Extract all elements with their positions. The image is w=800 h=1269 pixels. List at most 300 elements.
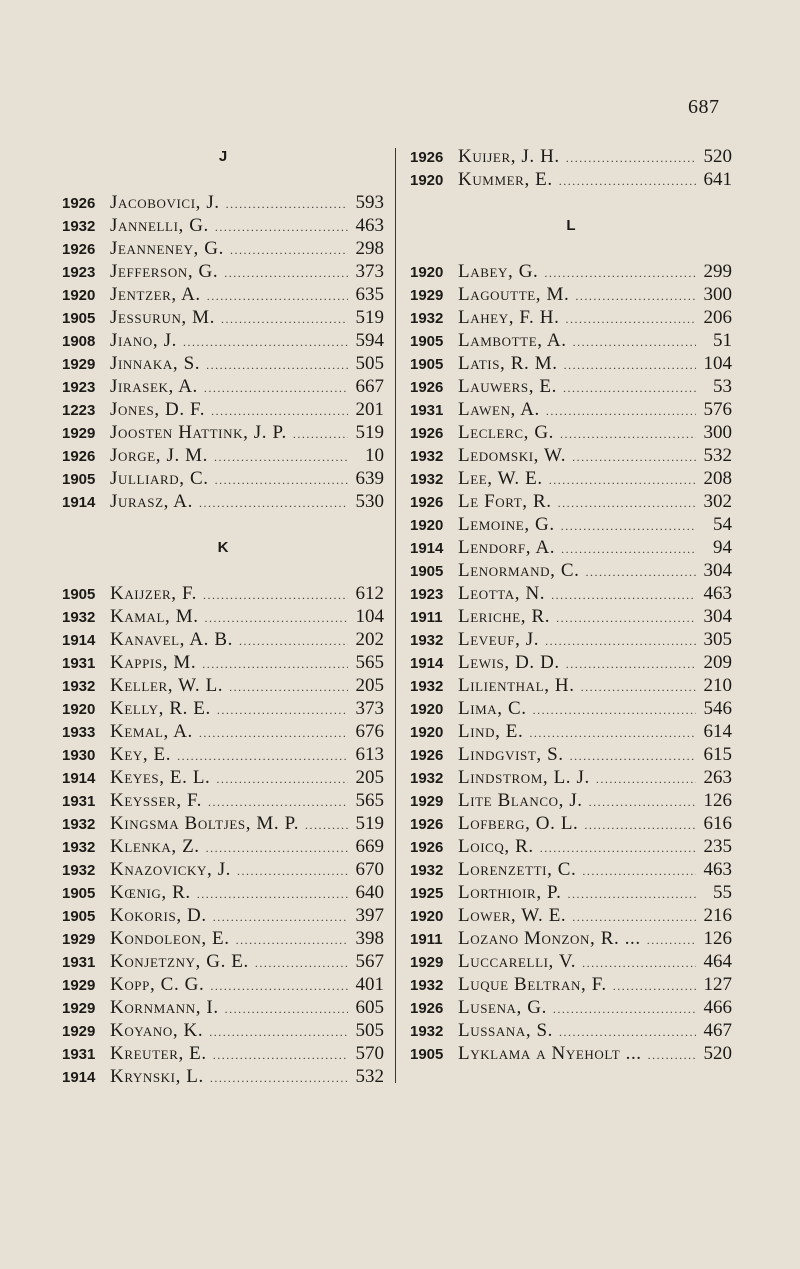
- entry-name: Leotta, N.: [458, 583, 546, 604]
- entry-page-number: 302: [703, 491, 732, 512]
- dot-leader: [213, 906, 348, 929]
- entry-page-number: 505: [355, 353, 384, 374]
- entry-year: 1926: [410, 839, 444, 856]
- index-entry: [62, 490, 384, 513]
- entry-name: Jentzer, A.: [110, 284, 201, 305]
- entry-page-number: 669: [355, 836, 384, 857]
- index-entry: [62, 582, 384, 605]
- index-entry: [62, 306, 384, 329]
- entry-page-number: 640: [355, 882, 384, 903]
- index-entry: [62, 352, 384, 375]
- dot-leader: [204, 377, 348, 400]
- entry-page-number: 520: [703, 146, 732, 167]
- index-entry: [62, 421, 384, 444]
- entry-name: Leriche, R.: [458, 606, 551, 627]
- entry-name: Kingsma Boltjes, M. P.: [110, 813, 300, 834]
- dot-leader: [236, 929, 348, 952]
- index-entry: [62, 950, 384, 973]
- entry-name: Lenormand, C.: [458, 560, 580, 581]
- entry-page-number: 202: [355, 629, 384, 650]
- entry-year: 1926: [410, 816, 444, 833]
- entry-name: Lendorf, A.: [458, 537, 556, 558]
- index-entry: [410, 352, 732, 375]
- entry-name: Kornmann, I.: [110, 997, 219, 1018]
- dot-leader: [210, 1067, 348, 1090]
- entry-name: Lozano Monzon, R. ...: [458, 928, 641, 949]
- entry-page-number: 300: [703, 422, 732, 443]
- dot-leader: [584, 814, 696, 837]
- entry-year: 1905: [62, 310, 96, 327]
- dot-leader: [581, 676, 696, 699]
- dot-leader: [215, 216, 348, 239]
- entry-year: 1931: [62, 954, 96, 971]
- entry-year: 1929: [62, 1000, 96, 1017]
- entry-year: 1929: [62, 356, 96, 373]
- index-entry: [410, 329, 732, 352]
- dot-leader: [564, 354, 696, 377]
- entry-page-number: 570: [355, 1043, 384, 1064]
- dot-leader: [566, 653, 696, 676]
- entry-page-number: 615: [703, 744, 732, 765]
- entry-page-number: 639: [355, 468, 384, 489]
- entry-name: Joosten Hattink, J. P.: [110, 422, 287, 443]
- entry-name: Lorthioir, P.: [458, 882, 562, 903]
- index-entry: [410, 421, 732, 444]
- entry-page-number: 520: [703, 1043, 732, 1064]
- entry-name: Jefferson, G.: [110, 261, 219, 282]
- entry-name: Lower, W. E.: [458, 905, 567, 926]
- index-entry: [410, 927, 732, 950]
- entry-name: Kappis, M.: [110, 652, 197, 673]
- entry-page-number: 576: [703, 399, 732, 420]
- entry-page-number: 373: [355, 698, 384, 719]
- index-entry: [410, 996, 732, 1019]
- entry-page-number: 616: [703, 813, 732, 834]
- blank-line: [410, 191, 732, 214]
- entry-year: 1930: [62, 747, 96, 764]
- entry-name: Lofberg, O. L.: [458, 813, 579, 834]
- index-entry: [410, 168, 732, 191]
- entry-page-number: 565: [355, 652, 384, 673]
- dot-leader: [216, 768, 348, 791]
- dot-leader: [556, 607, 696, 630]
- index-entry: [410, 674, 732, 697]
- index-entry: [62, 996, 384, 1019]
- index-column-right: [410, 145, 732, 1065]
- entry-name: Kelly, R. E.: [110, 698, 211, 719]
- entry-year: 1905: [62, 586, 96, 603]
- dot-leader: [540, 837, 696, 860]
- index-entry: [62, 375, 384, 398]
- entry-name: Luque Beltran, F.: [458, 974, 607, 995]
- entry-name: Key, E.: [110, 744, 172, 765]
- entry-page-number: 373: [355, 261, 384, 282]
- entry-page-number: 51: [713, 330, 732, 351]
- index-entry: [62, 904, 384, 927]
- entry-year: 1926: [410, 494, 444, 511]
- dot-leader: [545, 630, 696, 653]
- dot-leader: [229, 676, 348, 699]
- entry-year: 1932: [410, 448, 444, 465]
- index-entry: [62, 1019, 384, 1042]
- entry-page-number: 463: [703, 859, 732, 880]
- entry-name: Lemoine, G.: [458, 514, 555, 535]
- entry-year: 1932: [62, 839, 96, 856]
- entry-name: Latis, R. M.: [458, 353, 558, 374]
- entry-name: Jessurun, M.: [110, 307, 215, 328]
- blank-line: [62, 559, 384, 582]
- entry-page-number: 397: [355, 905, 384, 926]
- entry-page-number: 463: [703, 583, 732, 604]
- entry-year: 1914: [62, 1069, 96, 1086]
- index-entry: [410, 743, 732, 766]
- entry-page-number: 546: [703, 698, 732, 719]
- dot-leader: [566, 147, 696, 170]
- index-entry: [62, 789, 384, 812]
- index-entry: [410, 582, 732, 605]
- entry-page-number: 53: [713, 376, 732, 397]
- dot-leader: [207, 285, 348, 308]
- entry-year: 1920: [62, 701, 96, 718]
- dot-leader: [570, 745, 696, 768]
- entry-year: 1908: [62, 333, 96, 350]
- dot-leader: [559, 1021, 696, 1044]
- entry-name: Konjetzny, G. E.: [110, 951, 249, 972]
- entry-page-number: 463: [355, 215, 384, 236]
- entry-name: Jirasek, A.: [110, 376, 198, 397]
- entry-year: 1932: [410, 1023, 444, 1040]
- entry-year: 1923: [62, 264, 96, 281]
- entry-page-number: 304: [703, 606, 732, 627]
- entry-year: 1905: [62, 471, 96, 488]
- entry-name: Le Fort, R.: [458, 491, 552, 512]
- entry-name: Lewis, D. D.: [458, 652, 560, 673]
- dot-leader: [230, 239, 348, 262]
- entry-name: Lahey, F. H.: [458, 307, 560, 328]
- dot-leader: [214, 446, 348, 469]
- dot-leader: [648, 1044, 696, 1067]
- index-entry: [62, 398, 384, 421]
- entry-name: Jiano, J.: [110, 330, 177, 351]
- entry-page-number: 304: [703, 560, 732, 581]
- entry-page-number: 126: [703, 790, 732, 811]
- entry-year: 1932: [62, 609, 96, 626]
- entry-name: Loicq, R.: [458, 836, 534, 857]
- entry-year: 1932: [410, 632, 444, 649]
- entry-year: 1905: [62, 885, 96, 902]
- index-entry: [62, 214, 384, 237]
- entry-page-number: 614: [703, 721, 732, 742]
- entry-page-number: 205: [355, 767, 384, 788]
- entry-page-number: 209: [703, 652, 732, 673]
- entry-page-number: 305: [703, 629, 732, 650]
- entry-year: 1914: [62, 494, 96, 511]
- entry-year: 1905: [410, 563, 444, 580]
- dot-leader: [558, 492, 696, 515]
- entry-name: Lindgvist, S.: [458, 744, 564, 765]
- entry-page-number: 398: [355, 928, 384, 949]
- entry-page-number: 605: [355, 997, 384, 1018]
- entry-page-number: 104: [703, 353, 732, 374]
- index-entry: [410, 789, 732, 812]
- entry-name: Lima, C.: [458, 698, 527, 719]
- dot-leader: [237, 860, 348, 883]
- dot-leader: [211, 400, 348, 423]
- entry-page-number: 205: [355, 675, 384, 696]
- entry-page-number: 206: [703, 307, 732, 328]
- entry-page-number: 519: [355, 307, 384, 328]
- entry-page-number: 676: [355, 721, 384, 742]
- entry-year: 1920: [410, 701, 444, 718]
- entry-year: 1926: [410, 149, 444, 166]
- index-entry: [410, 513, 732, 536]
- index-entry: [62, 812, 384, 835]
- index-entry: [410, 536, 732, 559]
- index-entry: [62, 329, 384, 352]
- dot-leader: [529, 722, 696, 745]
- entry-name: Lorenzetti, C.: [458, 859, 577, 880]
- entry-year: 1905: [410, 1046, 444, 1063]
- index-entry: [410, 720, 732, 743]
- dot-leader: [210, 975, 348, 998]
- dot-leader: [255, 952, 348, 975]
- entry-year: 1920: [410, 908, 444, 925]
- dot-leader: [559, 170, 696, 193]
- entry-name: Jorge, J. M.: [110, 445, 209, 466]
- entry-year: 1932: [62, 862, 96, 879]
- entry-page-number: 208: [703, 468, 732, 489]
- entry-year: 1932: [410, 977, 444, 994]
- index-entry: [62, 835, 384, 858]
- column-divider: [395, 148, 396, 1083]
- entry-page-number: 530: [355, 491, 384, 512]
- entry-page-number: 263: [703, 767, 732, 788]
- dot-leader: [239, 630, 348, 653]
- index-entry: [62, 444, 384, 467]
- dot-leader: [572, 906, 696, 929]
- index-entry: [62, 628, 384, 651]
- entry-name: Luccarelli, V.: [458, 951, 577, 972]
- entry-name: Jinnaka, S.: [110, 353, 201, 374]
- dot-leader: [582, 952, 696, 975]
- index-entry: [62, 697, 384, 720]
- entry-name: Leclerc, G.: [458, 422, 555, 443]
- index-entry: [410, 1019, 732, 1042]
- index-entry: [62, 191, 384, 214]
- entry-year: 1929: [410, 287, 444, 304]
- dot-leader: [199, 722, 348, 745]
- index-entry: [62, 973, 384, 996]
- entry-name: Krynski, L.: [110, 1066, 204, 1087]
- index-entry: [410, 306, 732, 329]
- entry-year: 1920: [62, 287, 96, 304]
- entry-name: Kokoris, D.: [110, 905, 207, 926]
- entry-name: Jones, D. F.: [110, 399, 206, 420]
- entry-year: 1926: [62, 195, 96, 212]
- entry-page-number: 466: [703, 997, 732, 1018]
- dot-leader: [533, 699, 696, 722]
- blank-line: [62, 168, 384, 191]
- index-entry: [62, 467, 384, 490]
- entry-name: Kaijzer, F.: [110, 583, 197, 604]
- entry-name: Lawen, A.: [458, 399, 540, 420]
- entry-page-number: 593: [355, 192, 384, 213]
- dot-leader: [208, 791, 348, 814]
- entry-page-number: 641: [703, 169, 732, 190]
- entry-name: Lilienthal, H.: [458, 675, 575, 696]
- dot-leader: [206, 837, 348, 860]
- entry-year: 1905: [62, 908, 96, 925]
- index-entry: [410, 881, 732, 904]
- dot-leader: [565, 308, 696, 331]
- dot-leader: [563, 377, 696, 400]
- section-letter-heading: J: [218, 148, 228, 165]
- entry-year: 1929: [410, 954, 444, 971]
- index-entry: [410, 628, 732, 651]
- index-entry: [410, 950, 732, 973]
- entry-name: Leveuf, J.: [458, 629, 540, 650]
- entry-page-number: 55: [713, 882, 732, 903]
- entry-name: Lagoutte, M.: [458, 284, 570, 305]
- entry-year: 1925: [410, 885, 444, 902]
- entry-year: 1926: [62, 448, 96, 465]
- index-entry: [410, 490, 732, 513]
- dot-leader: [205, 607, 348, 630]
- index-entry: [62, 260, 384, 283]
- entry-name: Lite Blanco, J.: [458, 790, 583, 811]
- dot-leader: [560, 423, 696, 446]
- index-entry: [410, 904, 732, 927]
- entry-page-number: 54: [713, 514, 732, 535]
- entry-page-number: 210: [703, 675, 732, 696]
- entry-page-number: 519: [355, 813, 384, 834]
- entry-page-number: 298: [355, 238, 384, 259]
- entry-year: 1923: [410, 586, 444, 603]
- entry-name: Jeanneney, G.: [110, 238, 224, 259]
- entry-page-number: 505: [355, 1020, 384, 1041]
- index-entry: [410, 283, 732, 306]
- index-entry: [62, 927, 384, 950]
- dot-leader: [589, 791, 696, 814]
- index-column-left: [62, 145, 384, 1088]
- entry-year: 1929: [62, 1023, 96, 1040]
- index-entry: [410, 444, 732, 467]
- entry-year: 1929: [410, 793, 444, 810]
- index-entry: [410, 766, 732, 789]
- entry-year: 1931: [62, 1046, 96, 1063]
- dot-leader: [551, 584, 696, 607]
- dot-leader: [209, 1021, 348, 1044]
- index-entry: [410, 697, 732, 720]
- entry-year: 1926: [410, 379, 444, 396]
- entry-page-number: 127: [703, 974, 732, 995]
- dot-leader: [177, 745, 348, 768]
- entry-year: 1933: [62, 724, 96, 741]
- dot-leader: [573, 331, 696, 354]
- index-entry: [62, 651, 384, 674]
- entry-name: Klenka, Z.: [110, 836, 200, 857]
- entry-name: Kuijer, J. H.: [458, 146, 560, 167]
- entry-year: 1920: [410, 264, 444, 281]
- index-entry: [62, 881, 384, 904]
- entry-year: 1932: [410, 678, 444, 695]
- dot-leader: [221, 308, 348, 331]
- dot-leader: [199, 492, 348, 515]
- index-entry: [62, 605, 384, 628]
- entry-page-number: 519: [355, 422, 384, 443]
- entry-name: Kreuter, E.: [110, 1043, 207, 1064]
- index-entry: [410, 973, 732, 996]
- index-entry: [62, 1042, 384, 1065]
- index-entry: [62, 237, 384, 260]
- dot-leader: [224, 262, 348, 285]
- entry-year: 1914: [410, 655, 444, 672]
- entry-page-number: 565: [355, 790, 384, 811]
- entry-year: 1926: [410, 747, 444, 764]
- entry-name: Koyano, K.: [110, 1020, 204, 1041]
- index-entry: [410, 559, 732, 582]
- entry-name: Lussana, S.: [458, 1020, 554, 1041]
- entry-name: Kœnig, R.: [110, 882, 191, 903]
- entry-year: 1932: [62, 218, 96, 235]
- entry-year: 1911: [410, 931, 443, 948]
- entry-year: 1926: [62, 241, 96, 258]
- dot-leader: [647, 929, 696, 952]
- index-entry: [410, 260, 732, 283]
- section-letter-heading: L: [566, 217, 576, 234]
- dot-leader: [203, 584, 348, 607]
- entry-year: 1920: [410, 172, 444, 189]
- entry-year: 1931: [410, 402, 444, 419]
- entry-year: 1932: [62, 678, 96, 695]
- entry-page-number: 613: [355, 744, 384, 765]
- entry-name: Keysser, F.: [110, 790, 203, 811]
- dot-leader: [206, 354, 348, 377]
- entry-year: 1914: [62, 770, 96, 787]
- index-entry: [410, 467, 732, 490]
- dot-leader: [582, 860, 696, 883]
- entry-name: Knazovicky, J.: [110, 859, 232, 880]
- dot-leader: [613, 975, 696, 998]
- entry-page-number: 635: [355, 284, 384, 305]
- entry-year: 1932: [62, 816, 96, 833]
- dot-leader: [572, 446, 696, 469]
- dot-leader: [225, 998, 348, 1021]
- entry-page-number: 216: [703, 905, 732, 926]
- dot-leader: [226, 193, 348, 216]
- entry-name: Lind, E.: [458, 721, 524, 742]
- index-entry: [62, 674, 384, 697]
- entry-name: Keyes, E. L.: [110, 767, 211, 788]
- entry-name: Kummer, E.: [458, 169, 553, 190]
- dot-leader: [293, 423, 348, 446]
- entry-page-number: 594: [355, 330, 384, 351]
- entry-page-number: 299: [703, 261, 732, 282]
- entry-name: Kanavel, A. B.: [110, 629, 233, 650]
- index-entry: [410, 375, 732, 398]
- index-entry: [410, 145, 732, 168]
- entry-page-number: 464: [703, 951, 732, 972]
- dot-leader: [585, 561, 696, 584]
- entry-year: 1914: [62, 632, 96, 649]
- entry-page-number: 126: [703, 928, 732, 949]
- entry-year: 1931: [62, 793, 96, 810]
- index-entry: [410, 605, 732, 628]
- entry-year: 1926: [410, 425, 444, 442]
- dot-leader: [213, 1044, 348, 1067]
- dot-leader: [544, 262, 696, 285]
- entry-name: Ledomski, W.: [458, 445, 567, 466]
